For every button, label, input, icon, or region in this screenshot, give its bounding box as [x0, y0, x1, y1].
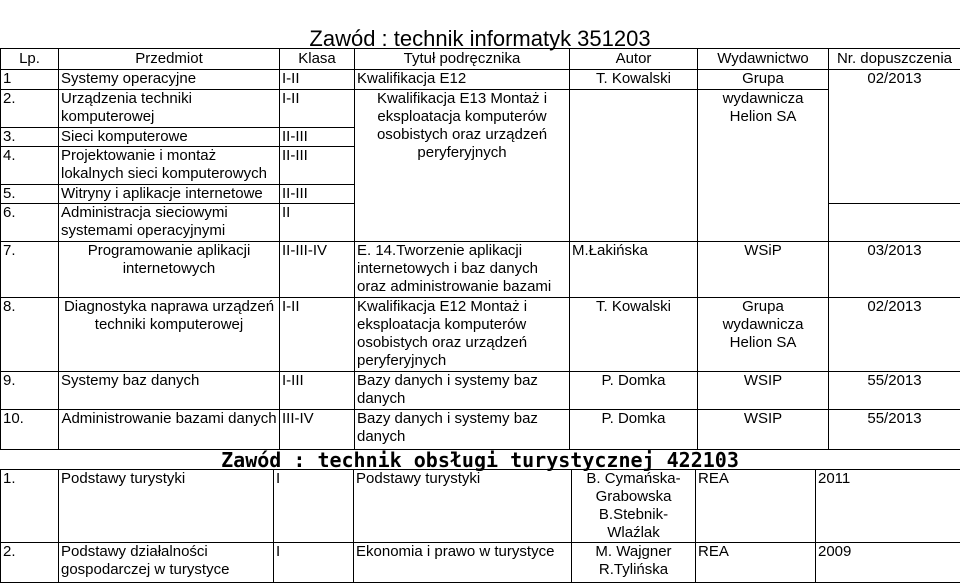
cell-year: 2011 [816, 470, 960, 543]
cell-title: Kwalifikacja E12 [355, 70, 570, 90]
cell-title: Bazy danych i systemy baz danych [355, 410, 570, 450]
header-class: Klasa [280, 49, 355, 70]
cell-approval-number: 02/2013 [829, 70, 960, 204]
cell-lp: 8. [1, 298, 59, 372]
profession-title-informatyk: Zawód : technik informatyk 351203 [309, 26, 651, 51]
cell-approval-number: 02/2013 [829, 298, 960, 372]
textbook-table-informatyk [0, 48, 960, 450]
cell-publisher: wydawnicza Helion SA [698, 90, 829, 242]
cell-lp: 7. [1, 242, 59, 298]
header-subject: Przedmiot [59, 49, 280, 70]
cell-author: T. Kowalski [570, 298, 698, 372]
cell-approval-empty [829, 204, 960, 242]
cell-subject: Systemy operacyjne [59, 70, 280, 90]
cell-author: P. Domka [570, 372, 698, 410]
cell-publisher: WSiP [698, 242, 829, 298]
table-row [1, 543, 960, 583]
cell-publisher: WSIP [698, 410, 829, 450]
cell-subject: Witryny i aplikacje internetowe [59, 185, 280, 204]
cell-subject: Programowanie aplikacji internetowych [59, 242, 280, 298]
cell-author-empty [570, 90, 698, 242]
cell-title: Bazy danych i systemy baz danych [355, 372, 570, 410]
cell-class: I [274, 470, 354, 543]
table-row [1, 372, 960, 410]
cell-lp: 4. [1, 147, 59, 185]
table-row [1, 90, 960, 128]
cell-lp: 10. [1, 410, 59, 450]
cell-subject: Podstawy turystyki [59, 470, 274, 543]
cell-subject: Administracja sieciowymi systemami operacyjnymi [59, 204, 280, 242]
cell-lp: 1 [1, 70, 59, 90]
cell-subject: Administrowanie bazami danych [59, 410, 280, 450]
cell-author: B. Cymańska-Grabowska B.Stebnik-Wlaźlak [572, 470, 696, 543]
cell-author: M. Wajgner R.Tylińska [572, 543, 696, 583]
cell-lp: 3. [1, 128, 59, 147]
cell-approval-number: 03/2013 [829, 242, 960, 298]
header-title: Tytuł podręcznika [355, 49, 570, 70]
cell-publisher: REA [696, 470, 816, 543]
cell-title: Ekonomia i prawo w turystyce [354, 543, 572, 583]
profession-title-turystyka: Zawód : technik obsługi turystycznej 422103 [221, 448, 739, 472]
cell-publisher: WSIP [698, 372, 829, 410]
cell-lp: 6. [1, 204, 59, 242]
cell-class: I-II [280, 90, 355, 128]
cell-subject: Diagnostyka naprawa urządzeń techniki komputerowej [59, 298, 280, 372]
cell-subject: Systemy baz danych [59, 372, 280, 410]
cell-lp: 9. [1, 372, 59, 410]
cell-subject: Projektowanie i montaż lokalnych sieci komputerowych [59, 147, 280, 185]
table-row [1, 242, 960, 298]
cell-class: II-III-IV [280, 242, 355, 298]
cell-lp: 1. [1, 470, 59, 543]
cell-publisher: REA [696, 543, 816, 583]
cell-subject: Podstawy działalności gospodarczej w turystyce [59, 543, 274, 583]
cell-class: II-III [280, 185, 355, 204]
cell-class: II-III [280, 147, 355, 185]
cell-author: P. Domka [570, 410, 698, 450]
cell-title: E. 14.Tworzenie aplikacji internetowych i baz danych oraz administrowanie bazami [355, 242, 570, 298]
cell-publisher: Grupa wydawnicza Helion SA [698, 298, 829, 372]
cell-class: III-IV [280, 410, 355, 450]
table-row [1, 410, 960, 450]
cell-class: II-III [280, 128, 355, 147]
cell-lp: 5. [1, 185, 59, 204]
textbook-table-turystyka [0, 469, 960, 583]
cell-year: 2009 [816, 543, 960, 583]
cell-publisher: Grupa [698, 70, 829, 90]
cell-class: I-III [280, 372, 355, 410]
cell-approval-number: 55/2013 [829, 372, 960, 410]
cell-class: I-II [280, 70, 355, 90]
cell-title: Podstawy turystyki [354, 470, 572, 543]
cell-title: Kwalifikacja E12 Montaż i eksploatacja komputerów osobistych oraz urządzeń peryferyjnych [355, 298, 570, 372]
table-row [1, 70, 960, 90]
cell-author: M.Łakińska [570, 242, 698, 298]
cell-lp: 2. [1, 543, 59, 583]
cell-class: I [274, 543, 354, 583]
cell-subject: Sieci komputerowe [59, 128, 280, 147]
cell-subject: Urządzenia techniki komputerowej [59, 90, 280, 128]
cell-class: I-II [280, 298, 355, 372]
cell-class: II [280, 204, 355, 242]
header-row [1, 49, 960, 70]
cell-title: Kwalifikacja E13 Montaż i eksploatacja komputerów osobistych oraz urządzeń peryferyjnych [355, 90, 570, 242]
table-row [1, 470, 960, 543]
table-row [1, 298, 960, 372]
header-publisher: Wydawnictwo [698, 49, 829, 70]
header-lp: Lp. [1, 49, 59, 70]
cell-author: T. Kowalski [570, 70, 698, 90]
header-author: Autor [570, 49, 698, 70]
cell-approval-number: 55/2013 [829, 410, 960, 450]
header-approval-number: Nr. dopuszczenia [829, 49, 960, 70]
cell-lp: 2. [1, 90, 59, 128]
